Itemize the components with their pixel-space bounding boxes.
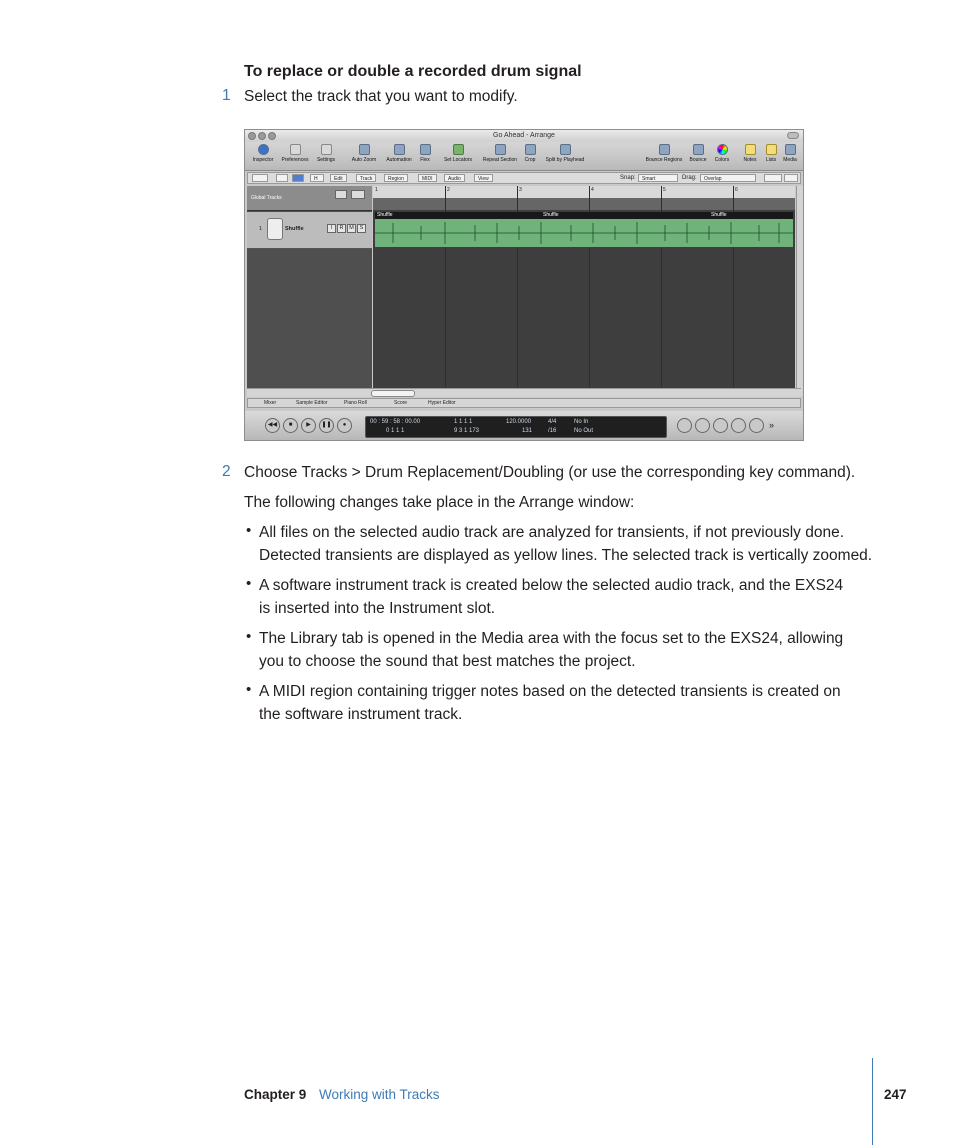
bullet-3-line-2: you to choose the sound that best matches the project. — [259, 653, 636, 670]
bounce-button[interactable] — [687, 144, 709, 163]
track-number: 1 — [259, 226, 263, 232]
region-label: Shuffle — [377, 212, 393, 218]
bar-readout: 0 1 1 1 — [386, 428, 405, 434]
tab-hyper-editor[interactable]: Hyper Editor — [428, 400, 456, 406]
tool-button[interactable] — [252, 174, 268, 182]
toolbar-label: Automation — [386, 157, 412, 163]
transport-bar — [245, 411, 803, 441]
scroll-thumb[interactable] — [371, 390, 415, 397]
footer-divider — [872, 1058, 873, 1145]
bullet-1-line-2: Detected transients are displayed as yellow lines. The selected track is vertically zoomed. — [259, 547, 873, 564]
division: /16 — [548, 428, 557, 434]
crop-button[interactable] — [522, 144, 538, 163]
step-number-1: 1 — [222, 87, 231, 104]
more-chevron-icon[interactable]: » — [769, 420, 775, 430]
track-name: Shuffle — [285, 226, 304, 232]
global-tracks-label: Global Tracks — [251, 195, 282, 201]
bullet-2-line-2: is inserted into the Instrument slot. — [259, 600, 496, 617]
toolbar-label: Bounce — [689, 157, 707, 163]
toolbar-label: Auto Zoom — [351, 157, 377, 163]
horizontal-scrollbar[interactable] — [247, 388, 801, 397]
region-menu[interactable]: Region — [384, 174, 408, 182]
color-wheel-icon — [717, 144, 728, 155]
bullet-marker: • — [246, 628, 252, 645]
tab-piano-roll[interactable]: Piano Roll — [344, 400, 367, 406]
toolbar-label: Split by Playhead — [545, 157, 585, 163]
bounce-icon — [693, 144, 704, 155]
toolbar-label: Lists — [765, 157, 777, 163]
automation-icon — [394, 144, 405, 155]
catch-button[interactable] — [292, 174, 304, 182]
window-title: Go Ahead - Arrange — [493, 132, 555, 139]
page-number: 247 — [884, 1087, 907, 1102]
audio-region-waveform[interactable] — [375, 219, 793, 247]
toolbar-toggle-button[interactable] — [787, 132, 799, 139]
toolbar-label: Crop — [524, 157, 536, 163]
ruler-tick: 5 — [663, 187, 666, 193]
add-track-button[interactable] — [335, 190, 347, 199]
region-label: Shuffle — [711, 212, 727, 218]
automation-button[interactable] — [382, 144, 416, 163]
repeat-icon — [495, 144, 506, 155]
bullet-3-line-1: The Library tab is opened in the Media area with the focus set to the EXS24, allowing — [259, 630, 844, 647]
mute-button[interactable]: M — [347, 224, 356, 233]
tab-mixer[interactable]: Mixer — [264, 400, 277, 406]
toolbar-label: Settings — [316, 157, 336, 163]
locators-icon — [453, 144, 464, 155]
track-menu[interactable]: Track — [356, 174, 376, 182]
solo-mode-button[interactable] — [731, 418, 746, 433]
hide-button[interactable]: H — [310, 174, 324, 182]
input-monitor-button[interactable]: I — [327, 224, 336, 233]
split-icon — [560, 144, 571, 155]
tempo-readout: 120.0000 — [506, 419, 532, 425]
title-bar — [245, 130, 803, 142]
toolbar-label: Preferences — [281, 157, 309, 163]
tab-score[interactable]: Score — [394, 400, 408, 406]
tempo-secondary: 131 — [522, 428, 533, 434]
repeat-section-button[interactable] — [479, 144, 521, 163]
link-button[interactable] — [276, 174, 288, 182]
footer-chapter-title: Working with Tracks — [319, 1087, 440, 1102]
bounce-regions-button[interactable] — [643, 144, 685, 163]
toolbar-label: Inspector — [252, 157, 274, 163]
auto-zoom-button[interactable] — [347, 144, 381, 163]
pause-button[interactable]: ❚❚ — [319, 418, 334, 433]
record-button[interactable]: ● — [337, 418, 352, 433]
toolbar-label: Set Locators — [443, 157, 473, 163]
ruler-tick: 4 — [591, 187, 594, 193]
global-tracks-header[interactable] — [247, 186, 372, 211]
ruler-tick: 3 — [519, 187, 522, 193]
split-by-playhead-button[interactable] — [541, 144, 589, 163]
global-track-lane — [373, 198, 795, 210]
right-locator: 9 3 1 173 — [454, 428, 480, 434]
track-options-button[interactable] — [351, 190, 365, 199]
preferences-icon — [290, 144, 301, 155]
midi-out: No Out — [574, 428, 594, 434]
record-enable-button[interactable]: R — [337, 224, 346, 233]
bullet-2-line-1: A software instrument track is created below the selected audio track, and the EXS24 — [259, 577, 844, 594]
rewind-button[interactable]: ◀◀ — [265, 418, 280, 433]
step-text-1: Select the track that you want to modify. — [244, 88, 518, 105]
ruler-tick: 1 — [375, 187, 378, 193]
flex-button[interactable] — [417, 144, 433, 163]
toolbar — [245, 142, 803, 171]
footer-chapter: Chapter 9 — [244, 1087, 307, 1102]
arrange-window-screenshot — [244, 129, 804, 441]
view-menu[interactable]: View — [474, 174, 493, 182]
editor-tab-bar — [247, 398, 801, 408]
stop-button[interactable]: ■ — [283, 418, 298, 433]
drag-label: Drag: — [682, 175, 697, 181]
play-button[interactable]: ▶ — [301, 418, 316, 433]
settings-button[interactable] — [313, 144, 339, 163]
media-button[interactable] — [781, 144, 799, 163]
drag-select[interactable]: Overlap — [700, 174, 756, 182]
snap-label: Snap: — [620, 175, 636, 181]
region-name-bar — [375, 212, 793, 219]
vertical-scrollbar[interactable] — [796, 186, 803, 396]
left-locator: 1 1 1 1 — [454, 419, 473, 425]
toolbar-label: Notes — [743, 157, 757, 163]
track-header-shuffle[interactable] — [247, 212, 372, 249]
crop-icon — [525, 144, 536, 155]
info-icon — [258, 144, 269, 155]
toolbar-label: Colors — [714, 157, 730, 163]
lists-icon — [766, 144, 777, 155]
autopunch-button[interactable] — [695, 418, 710, 433]
step-text-2: Choose Tracks > Drum Replacement/Doubling (or use the corresponding key command). — [244, 464, 856, 481]
settings-icon — [321, 144, 332, 155]
step-number-2: 2 — [222, 463, 231, 480]
media-icon — [785, 144, 796, 155]
toolbar-label: Flex — [420, 157, 430, 163]
tab-sample-editor[interactable]: Sample Editor — [296, 400, 328, 406]
bullet-marker: • — [246, 522, 252, 539]
pencil-tool-button[interactable] — [784, 174, 798, 182]
set-locators-button[interactable] — [441, 144, 475, 163]
time-signature: 4/4 — [548, 419, 557, 425]
lists-button[interactable] — [763, 144, 779, 163]
colors-button[interactable] — [711, 144, 733, 163]
inspector-button[interactable] — [249, 144, 277, 163]
bullet-marker: • — [246, 575, 252, 592]
edit-menu[interactable]: Edit — [330, 174, 347, 182]
bullet-1-line-1: All files on the selected audio track are analyzed for transients, if not previously done. — [259, 524, 845, 541]
snap-select[interactable]: Smart — [638, 174, 678, 182]
cycle-button[interactable] — [677, 418, 692, 433]
transport-display[interactable] — [365, 416, 667, 438]
bounce-regions-icon — [659, 144, 670, 155]
audio-menu[interactable]: Audio — [444, 174, 465, 182]
notes-icon — [745, 144, 756, 155]
toolbar-label: Bounce Regions — [645, 157, 683, 163]
bullet-marker: • — [246, 681, 252, 698]
replace-button[interactable] — [713, 418, 728, 433]
drum-kit-icon — [267, 218, 283, 240]
region-label: Shuffle — [543, 212, 559, 218]
bullet-4-line-1: A MIDI region containing trigger notes based on the detected transients is created on — [259, 683, 841, 700]
notes-button[interactable] — [741, 144, 759, 163]
ruler-tick: 6 — [735, 187, 738, 193]
solo-button[interactable]: S — [357, 224, 366, 233]
preferences-button[interactable] — [279, 144, 311, 163]
midi-in: No In — [574, 419, 589, 425]
zoom-icon — [359, 144, 370, 155]
toolbar-label: Repeat Section — [482, 157, 518, 163]
pointer-tool-button[interactable] — [764, 174, 782, 182]
sync-button[interactable] — [749, 418, 764, 433]
midi-menu[interactable]: MIDI — [418, 174, 437, 182]
smpte-readout: 00 : 59 : 58 : 00.00 — [370, 419, 421, 425]
bullet-4-line-2: the software instrument track. — [259, 706, 463, 723]
flex-icon — [420, 144, 431, 155]
procedure-heading: To replace or double a recorded drum signal — [244, 63, 582, 80]
ruler-tick: 2 — [447, 187, 450, 193]
toolbar-label: Media — [783, 157, 797, 163]
intro-text: The following changes take place in the Arrange window: — [244, 494, 635, 511]
local-menu-bar — [247, 172, 801, 184]
